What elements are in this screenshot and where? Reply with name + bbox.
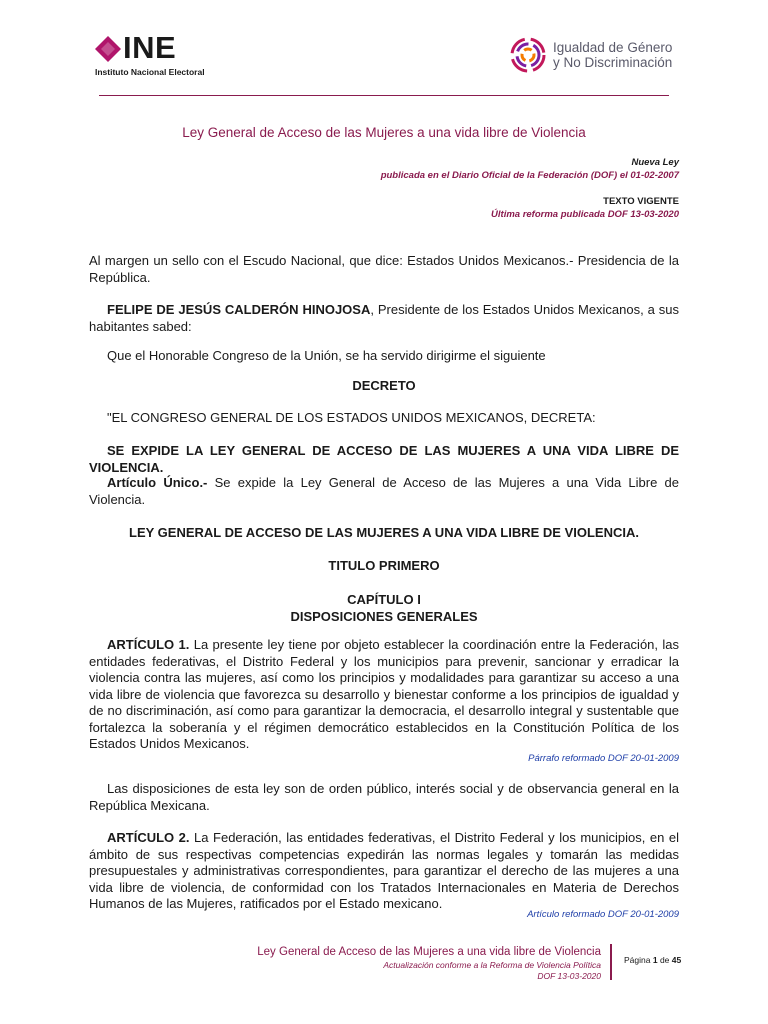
reform-note-1: Párrafo reformado DOF 20-01-2009 (528, 753, 679, 764)
ine-logo (93, 30, 213, 80)
heading-disposiciones: DISPOSICIONES GENERALES (290, 609, 478, 624)
paragraph-congreso: Que el Honorable Congreso de la Unión, se ha servido dirigirme el siguiente (107, 348, 546, 363)
page-total: 45 (671, 955, 682, 965)
footer-title: Ley General de Acceso de las Mujeres a una vida libre de Violencia (257, 946, 601, 958)
articulo-1-label: ARTÍCULO 1. (107, 637, 190, 652)
ine-subtitle: Instituto Nacional Electoral (95, 67, 205, 77)
paragraph-articulo-unico (89, 475, 679, 508)
articulo-unico-label: Artículo Único.- (107, 475, 208, 490)
paragraph-disposiciones: Las disposiciones de esta ley son de orden público, interés social y de observancia general en la República Mexicana. (89, 781, 679, 813)
document-title: Ley General de Acceso de las Mujeres a una vida libre de Violencia (182, 125, 586, 140)
page-prefix: Página (624, 955, 653, 965)
paragraph-articulo-1 (89, 637, 679, 753)
ine-wordmark: INE (123, 30, 177, 65)
meta-nueva-ley: Nueva Ley (631, 157, 679, 168)
meta-publicada: publicada en el Diario Oficial de la Federación (DOF) el 01-02-2007 (380, 170, 679, 181)
gender-logo-line2: y No Discriminación (553, 55, 673, 70)
page-number (624, 955, 681, 965)
gender-ring-icon (509, 36, 547, 74)
gender-equality-logo (509, 36, 689, 80)
paragraph-decreta: "EL CONGRESO GENERAL DE LOS ESTADOS UNIDOS MEXICANOS, DECRETA: (107, 410, 596, 425)
ine-diamond-icon (93, 34, 123, 64)
articulo-1-text: La presente ley tiene por objeto establecer la coordinación entre la Federación, las entidades federativas, el Distrito Federal y los municipios para prevenir, sancionar y erradicar la violencia contra las mujeres, así como los principios y modalidades para garantizar su acceso a una vida libre de violencia que favorezca su desarrollo y bienestar conforme a los principios de igualdad y de no discriminación, así como para garantizar la democracia, el desarrollo integral y sustentable que fortalezca la soberanía y el régimen democrático establecidos en la Constitución Política de los Estados Unidos Mexicanos. (89, 637, 679, 751)
heading-titulo: TITULO PRIMERO (328, 558, 440, 573)
paragraph-felipe (89, 302, 679, 335)
heading-ley: LEY GENERAL DE ACCESO DE LAS MUJERES A UNA VIDA LIBRE DE VIOLENCIA. (129, 525, 639, 540)
reform-note-2: Artículo reformado DOF 20-01-2009 (527, 909, 679, 920)
page-current: 1 (652, 955, 658, 965)
paragraph-expide: SE EXPIDE LA LEY GENERAL DE ACCESO DE LAS MUJERES A UNA VIDA LIBRE DE VIOLENCIA. (89, 443, 679, 475)
paragraph-margen: Al margen un sello con el Escudo Nacional, que dice: Estados Unidos Mexicanos.- Presidencia de la República. (89, 253, 679, 285)
felipe-name: FELIPE DE JESÚS CALDERÓN HINOJOSA (107, 302, 371, 317)
meta-ultima-reforma: Última reforma publicada DOF 13-03-2020 (491, 209, 679, 220)
felipe-rest: , Presidente de los Estados Unidos Mexicanos, a sus habitantes sabed: (89, 302, 679, 334)
page-mid: de (657, 955, 672, 965)
articulo-unico-text: Se expide la Ley General de Acceso de las Mujeres a una Vida Libre de Violencia. (89, 475, 679, 507)
footer-date: DOF 13-03-2020 (537, 971, 601, 981)
heading-decreto: DECRETO (352, 378, 416, 393)
articulo-2-text: La Federación, las entidades federativas, el Distrito Federal y los municipios, en el ámbito de sus respectivas competencias expedirán las normas legales y tomarán las medidas presupuestales y administrativas correspondientes, para garantizar el derecho de las mujeres a una vida libre de violencia, de conformidad con los Tratados Internacionales en Materia de Derechos Humanos de las Mujeres, ratificados por el Estado mexicano. (89, 830, 679, 911)
footer-subtitle: Actualización conforme a la Reforma de Violencia Política (383, 960, 601, 970)
meta-texto-vigente: TEXTO VIGENTE (603, 196, 679, 207)
header-divider (99, 95, 669, 96)
gender-logo-line1: Igualdad de Género (553, 40, 673, 55)
paragraph-articulo-2 (89, 830, 679, 913)
articulo-2-label: ARTÍCULO 2. (107, 830, 190, 845)
footer-divider (610, 944, 612, 980)
heading-capitulo: CAPÍTULO I (347, 592, 421, 607)
